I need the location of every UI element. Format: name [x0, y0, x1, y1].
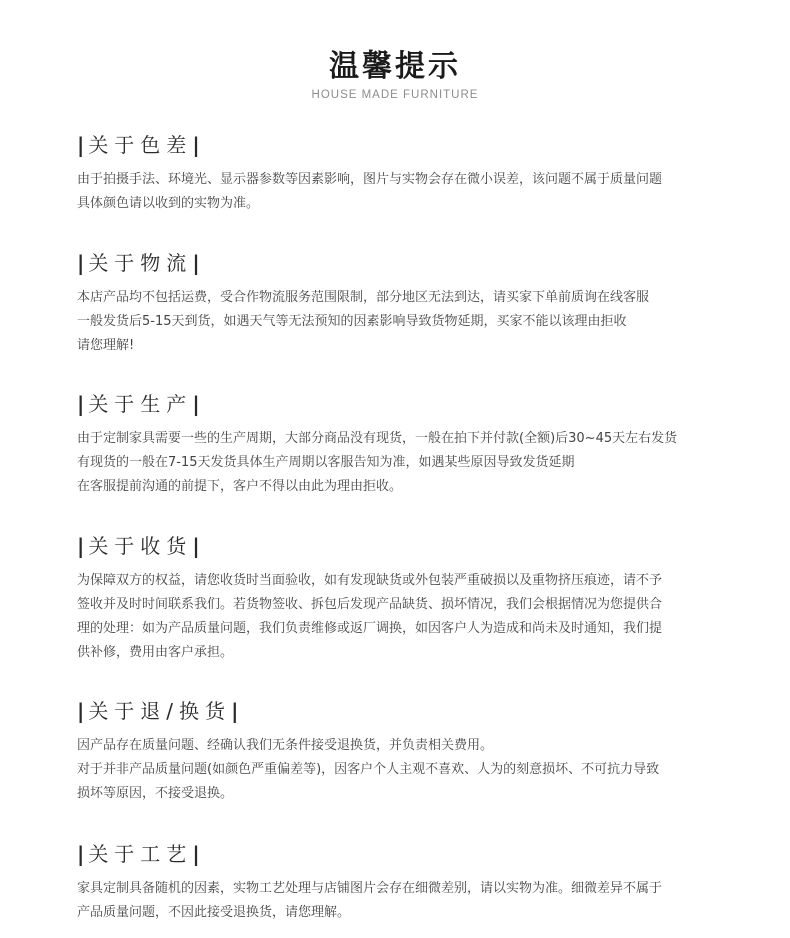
section-body [77, 286, 727, 358]
section-heading-text: 关于物流 [88, 251, 193, 275]
section-line: 对于并非产品质量问题(如颜色严重偏差等)，因客户个人主观不喜欢、人为的刻意损坏、不可抗力导致 [77, 762, 660, 777]
section-heading: |关于工艺| [77, 842, 204, 866]
section-heading: |关于物流| [77, 251, 204, 275]
section-body [77, 427, 727, 499]
section-returns [77, 698, 727, 806]
section-line: 由于定制家具需要一些的生产周期，大部分商品没有现货，一般在拍下并付款(全额)后30~45天左右发货 [77, 431, 678, 446]
section-craftsmanship [77, 841, 727, 925]
section-line: 产品质量问题，不因此接受退换货，请您理解。 [77, 905, 351, 920]
section-line: 因产品存在质量问题、经确认我们无条件接受退换货，并负责相关费用。 [77, 738, 494, 753]
section-heading-text: 关于生产 [88, 392, 193, 416]
section-heading: |关于退/换货| [77, 699, 243, 723]
section-receiving [77, 533, 727, 665]
section-line: 一般发货后5-15天到货，如遇天气等无法预知的因素影响导致货物延期，买家不能以该理由拒收 [77, 314, 627, 329]
section-heading-text: 关于工艺 [88, 842, 193, 866]
section-line: 请您理解! [77, 338, 135, 353]
section-heading: |关于收货| [77, 534, 204, 558]
section-line: 由于拍摄手法、环境光、显示器参数等因素影响，图片与实物会存在微小误差，该问题不属于质量问题 [77, 172, 663, 187]
section-body [77, 877, 727, 925]
section-body [77, 734, 727, 806]
section-line: 签收并及时时间联系我们。若货物签收、拆包后发现产品缺货、损坏情况，我们会根据情况为您提供合 [77, 597, 663, 612]
section-body [77, 168, 727, 216]
section-line: 家具定制具备随机的因素，实物工艺处理与店铺图片会存在细微差别，请以实物为准。细微差异不属于 [77, 881, 663, 896]
section-line: 为保障双方的权益，请您收货时当面验收，如有发现缺货或外包装严重破损以及重物挤压痕迹，请不予 [77, 573, 663, 588]
section-line: 具体颜色请以收到的实物为准。 [77, 196, 260, 211]
section-heading-text: 关于色差 [88, 133, 193, 157]
section-line: 有现货的一般在7-15天发货具体生产周期以客服告知为准，如遇某些原因导致发货延期 [77, 455, 575, 470]
section-line: 在客服提前沟通的前提下，客户不得以由此为理由拒收。 [77, 479, 403, 494]
section-body [77, 569, 727, 665]
section-color-difference [77, 132, 727, 216]
section-heading: |关于色差| [77, 133, 204, 157]
page-title: 温馨提示 [329, 49, 461, 84]
section-line: 本店产品均不包括运费，受合作物流服务范围限制，部分地区无法到达，请买家下单前质询在线客服 [77, 290, 650, 305]
section-heading-text: 关于收货 [88, 534, 193, 558]
section-logistics [77, 250, 727, 358]
section-line: 损坏等原因，不接受退换。 [77, 786, 234, 801]
page-subtitle: HOUSE MADE FURNITURE [311, 89, 479, 101]
section-production [77, 391, 727, 499]
section-line: 供补修，费用由客户承担。 [77, 645, 234, 660]
section-heading-text: 关于退/换货 [88, 699, 232, 723]
section-heading: |关于生产| [77, 392, 204, 416]
section-line: 理的处理：如为产品质量问题，我们负责维修或返厂调换，如因客户人为造成和尚未及时通知，我们提 [77, 621, 663, 636]
